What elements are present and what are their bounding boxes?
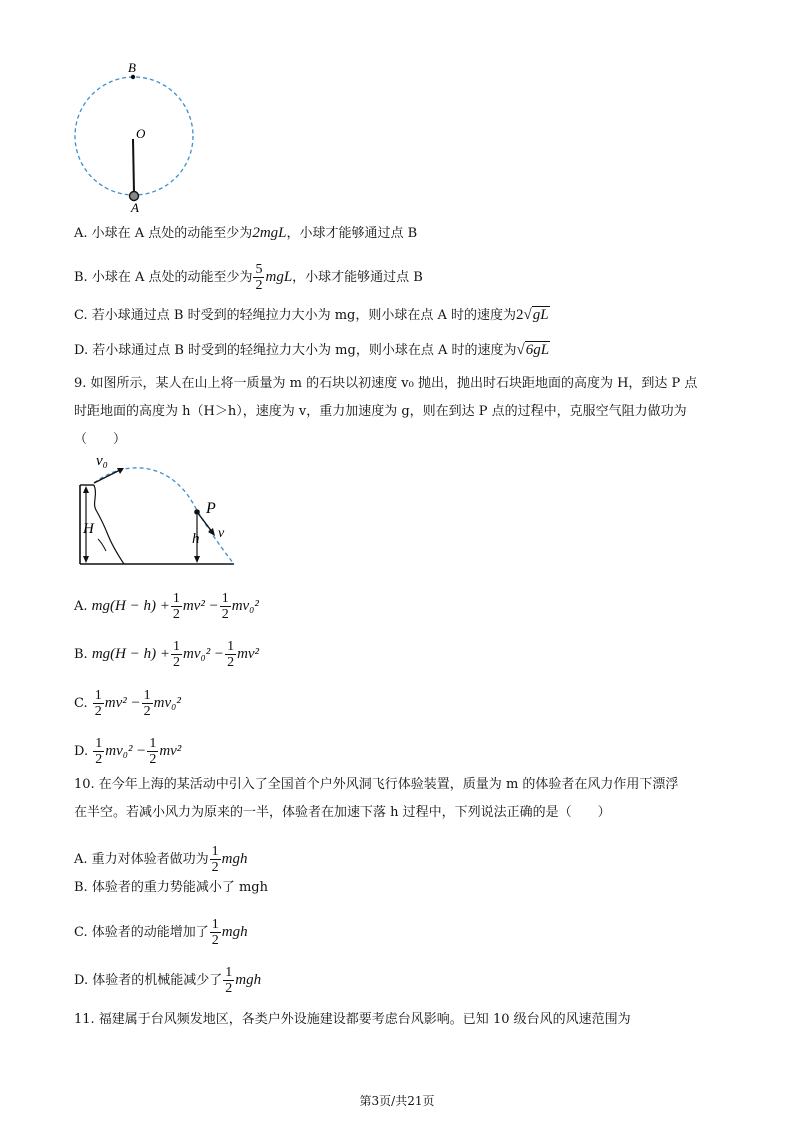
q10-stem-line1: 10. 在今年上海的某活动中引入了全国首个户外风洞飞行体验装置，质量为 m 的体验者在风力作用下漂浮 [74, 777, 679, 792]
sqrt-symbol: √ [516, 342, 525, 358]
label-h-capital: H [83, 521, 94, 537]
q9-option-d: D. $\frac{1}{2}$ mv₀² − $\frac{1}{2}$ mv² [74, 736, 182, 767]
q8-option-a [74, 224, 417, 243]
q10-stem [74, 771, 724, 827]
fraction: $\frac{1}{2}$ [211, 917, 219, 948]
page-footer: 第3页/共21页 [359, 1094, 435, 1108]
point-b [131, 75, 135, 79]
q8-b-expr: mgL [265, 269, 293, 285]
q9-stem-line2: 时距地面的高度为 h（H＞h），速度为 v，重力加速度为 g，则在到达 P 点的过程中，克服空气阻力做功为 [74, 404, 687, 419]
q8-c-radicand: gL [532, 307, 549, 323]
q8-c-coef: 2 [516, 307, 524, 323]
q9-option-b: B. mg(H − h) + $\frac{1}{2}$ mv₀² − $\frac{1}{2}$ mv² [74, 639, 260, 670]
label-v0: v₀ [96, 455, 108, 469]
fraction: $\frac{5}{2}$ [255, 262, 263, 293]
q8-b-suffix: ，小球才能够通过点 B [292, 270, 423, 285]
fraction: $\frac{1}{2}$ [225, 965, 233, 996]
label-p: P [206, 500, 216, 517]
fraction: $\frac{1}{2}$ [172, 639, 180, 670]
q10-stem-line2: 在半空。若减小风力为原来的一半，体验者在加速下落 h 过程中，下列说法正确的是（ ） [74, 805, 611, 820]
v0-arrow [94, 469, 122, 483]
q10-option-a: A. 重力对体验者做功为 $\frac{1}{2}$ mgh [74, 844, 248, 875]
h-capital-arrowhead-top [83, 486, 89, 493]
q11-stem [74, 1006, 724, 1034]
fraction: $\frac{1}{2}$ [95, 736, 103, 767]
fraction: $\frac{1}{2}$ [149, 736, 157, 767]
q8-d-text: D. 若小球通过点 B 时受到的轻绳拉力大小为 mg，则小球在点 A 时的速度为 [74, 343, 517, 358]
q8-a-suffix: ，小球才能够通过点 B [286, 226, 418, 241]
circle-pendulum-figure [70, 60, 200, 215]
q8-c-text: C. 若小球通过点 B 时受到的轻绳拉力大小为 mg，则小球在点 A 时的速度为 [74, 308, 517, 323]
fraction: $\frac{1}{2}$ [227, 639, 235, 670]
label-o: O [136, 126, 146, 141]
label-h: h [192, 531, 200, 547]
q8-d-radicand: 6gL [525, 342, 550, 358]
label-v: v [218, 526, 225, 541]
q10-option-c: C. 体验者的动能增加了 $\frac{1}{2}$ mgh [74, 917, 248, 948]
fraction: $\frac{1}{2}$ [221, 591, 229, 622]
fraction: $\frac{1}{2}$ [143, 688, 151, 719]
h-capital-arrowhead-bottom [83, 556, 89, 563]
cliff-hatch [98, 539, 106, 551]
q10-option-d: D. 体验者的机械能减少了 $\frac{1}{2}$ mgh [74, 965, 262, 996]
label-a: A [131, 200, 139, 215]
q11-stem-line1: 11. 福建属于台风频发地区，各类户外设施建设都要考虑台风影响。已知 10 级台风的风速范围为 [74, 1012, 631, 1027]
q8-a-expr: 2mgL [252, 225, 287, 241]
q8-option-c [74, 306, 550, 325]
q8-a-text: A. 小球在 A 点处的动能至少为 [74, 226, 253, 241]
cliff-edge [94, 485, 124, 564]
q10-option-b: B. 体验者的重力势能减小了 mgh [74, 880, 268, 895]
string-line [133, 139, 134, 193]
fraction: $\frac{1}{2}$ [172, 591, 180, 622]
sqrt-symbol: √ [523, 307, 532, 323]
label-b: B [128, 60, 136, 75]
fraction: $\frac{1}{2}$ [94, 688, 102, 719]
q9-stem-line1: 9. 如图所示，某人在山上将一质量为 m 的石块以初速度 v₀ 抛出，抛出时石块距地面的高度为 H，到达 P 点 [74, 376, 698, 391]
q9-stem-line3: （ ） [74, 432, 127, 447]
q8-option-d [74, 341, 550, 360]
q9-stem [74, 370, 724, 454]
fraction: $\frac{1}{2}$ [211, 844, 219, 875]
q8-b-text: B. 小球在 A 点处的动能至少为 [74, 270, 253, 285]
projectile-figure [74, 455, 244, 570]
q9-option-a: A. mg(H − h) + $\frac{1}{2}$ mv² − $\frac{1}{2}$ mv₀² [74, 591, 259, 622]
q9-option-c: C. $\frac{1}{2}$ mv² − $\frac{1}{2}$ mv₀² [74, 688, 181, 719]
h-arrowhead-bottom [194, 556, 200, 563]
q8-option-b [74, 262, 423, 293]
v-arrowhead [208, 528, 215, 536]
